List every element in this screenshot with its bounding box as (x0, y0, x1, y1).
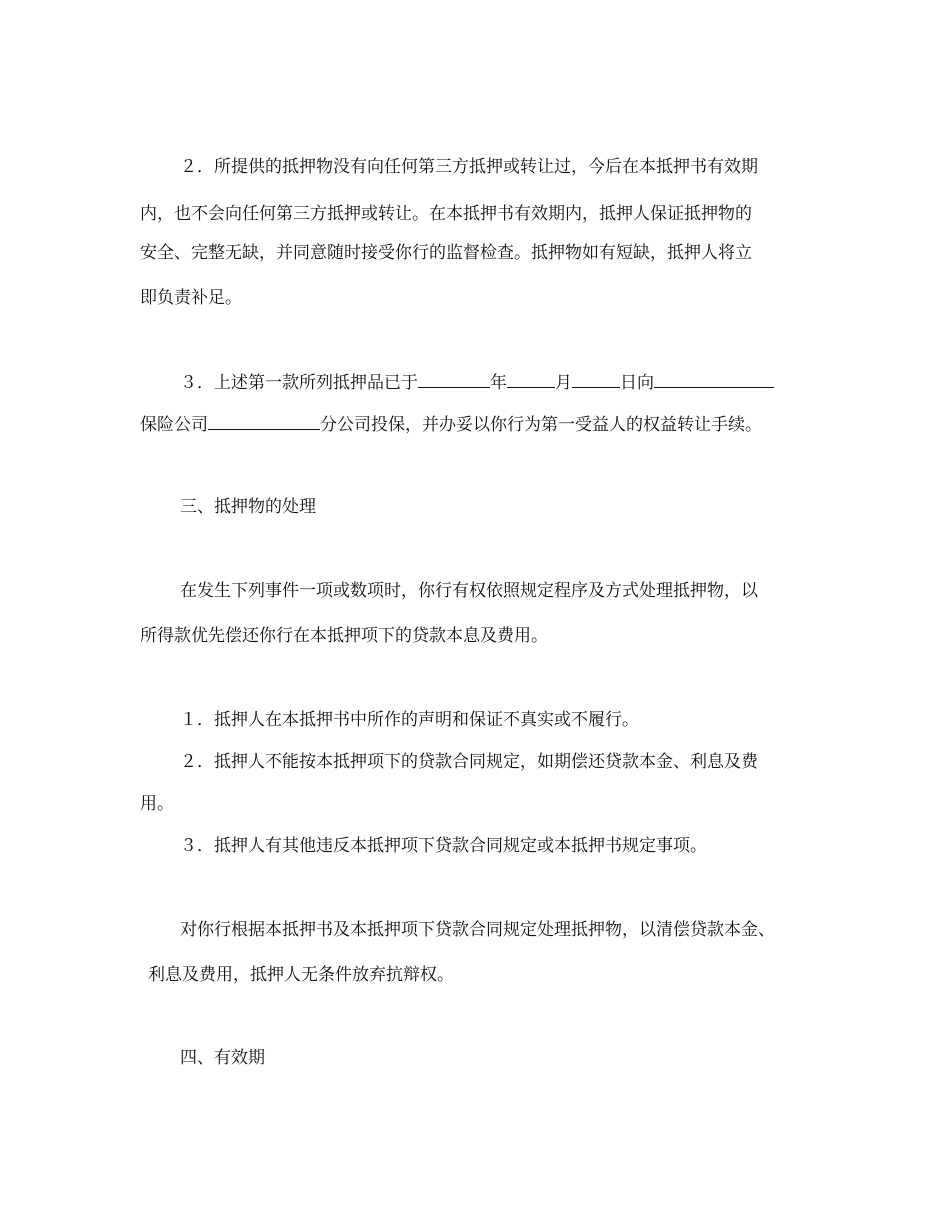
section-4-heading: 四、有效期 (180, 1048, 265, 1068)
event-item-1: １．抵押人在本抵押书中所作的声明和保证不真实或不履行。 (180, 710, 639, 730)
para-3-line-2 (140, 411, 762, 435)
para-2-line-1: ２．所提供的抵押物没有向任何第三方抵押或转让过，今后在本抵押书有效期 (180, 157, 758, 177)
branch-blank[interactable] (208, 411, 320, 430)
section-3-intro-line-2: 所得款优先偿还你行在本抵押项下的贷款本息及费用。 (140, 626, 548, 646)
para-2-line-3: 安全、完整无缺，并同意随时接受你行的监督检查。抵押物如有短缺，抵押人将立 (140, 243, 752, 263)
month-label: 月 (555, 373, 572, 393)
day-blank[interactable] (572, 369, 620, 388)
para-2-line-4: 即负责补足。 (140, 288, 242, 308)
insurer-blank[interactable] (654, 369, 774, 388)
event-item-3: ３．抵押人有其他违反本抵押项下贷款合同规定或本抵押书规定事项。 (180, 836, 707, 856)
para-3-line2-suffix: 分公司投保，并办妥以你行为第一受益人的权益转让手续。 (320, 415, 762, 435)
event-item-2-line-2: 用。 (140, 794, 174, 814)
year-label: 年 (490, 373, 507, 393)
month-blank[interactable] (507, 369, 555, 388)
waiver-line-2: 利息及费用，抵押人无条件放弃抗辩权。 (148, 965, 454, 985)
section-3-intro-line-1: 在发生下列事件一项或数项时，你行有权依照规定程序及方式处理抵押物，以 (180, 581, 758, 601)
year-blank[interactable] (418, 369, 490, 388)
para-3-line2-prefix: 保险公司 (140, 415, 208, 435)
para-3-prefix: ３．上述第一款所列抵押品已于 (180, 373, 418, 393)
day-to-label: 日向 (620, 373, 654, 393)
para-2-line-2: 内，也不会向任何第三方抵押或转让。在本抵押书有效期内，抵押人保证抵押物的 (140, 204, 752, 224)
section-3-heading: 三、抵押物的处理 (180, 497, 316, 517)
waiver-line-1: 对你行根据本抵押书及本抵押项下贷款合同规定处理抵押物，以清偿贷款本金、 (180, 920, 775, 940)
para-3-line-1 (180, 369, 774, 393)
event-item-2-line-1: ２．抵押人不能按本抵押项下的贷款合同规定，如期偿还贷款本金、利息及费 (180, 752, 758, 772)
